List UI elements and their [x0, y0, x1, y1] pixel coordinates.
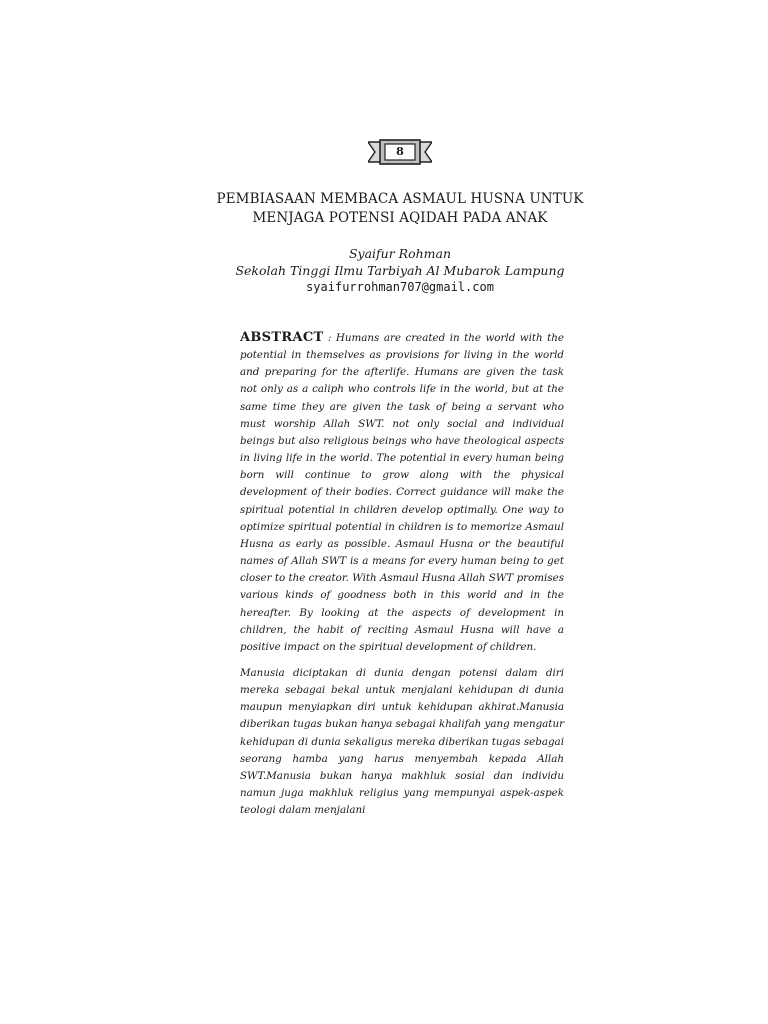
- abstract-paragraph: [240, 329, 564, 656]
- author-name: Syaifur Rohman: [348, 246, 452, 261]
- article-title-line-2: MENJAGA POTENSI AQIDAH PADA ANAK: [252, 210, 548, 226]
- author-email: syaifurrohman707@gmail.com: [306, 280, 494, 294]
- article-title-line-1: PEMBIASAAN MEMBACA ASMAUL HUSNA UNTUK: [216, 191, 584, 207]
- chapter-badge: [368, 139, 432, 165]
- author-block: [200, 245, 600, 296]
- abstract-label: ABSTRACT: [240, 330, 324, 345]
- abstract-separator: :: [323, 332, 336, 344]
- article-title: [200, 190, 600, 228]
- abstract-text: Humans are created in the world with the potential in themselves as provisions for living in the world and preparing for the afterlife. Humans are given the task not only as a caliph who controls life in the world, but at the same time they are given the task of being a servant who must worship Allah SWT. not only social and individual beings but also religious beings who have theological aspects in living life in the world. The potential in every human being born will continue to grow along with the physical development of their bodies. Correct guidance will make the spiritual potential in children develop optimally. One way to optimize spiritual potential in children is to memorize Asmaul Husna as early as possible. Asmaul Husna or the beautiful names of Allah SWT is a means for every human being to get closer to the creator. With Asmaul Husna Allah SWT promises various kinds of goodness both in this world and in the hereafter. By looking at the aspects of development in children, the habit of reciting Asmaul Husna will have a positive impact on the spiritual development of children.: [240, 332, 565, 653]
- article-body: [240, 329, 564, 819]
- chapter-number: 8: [396, 145, 404, 158]
- indonesian-paragraph: Manusia diciptakan di dunia dengan potensi dalam diri mereka sebagai bekal untuk menjalani kehidupan di dunia maupun menyiapkan diri untuk kehidupan akhirat.Manusia diberikan tugas bukan hanya sebagai khalifah yang mengatur kehidupan di dunia sekaligus mereka diberikan tugas sebagai seorang hamba yang harus menyembah kepada Allah SWT.Manusia bukan hanya makhluk sosial dan individu namun juga makhluk religius yang mempunyai aspek-aspek teologi dalam menjalani: [240, 666, 564, 817]
- author-affiliation: Sekolah Tinggi Ilmu Tarbiyah Al Mubarok Lampung: [235, 263, 565, 278]
